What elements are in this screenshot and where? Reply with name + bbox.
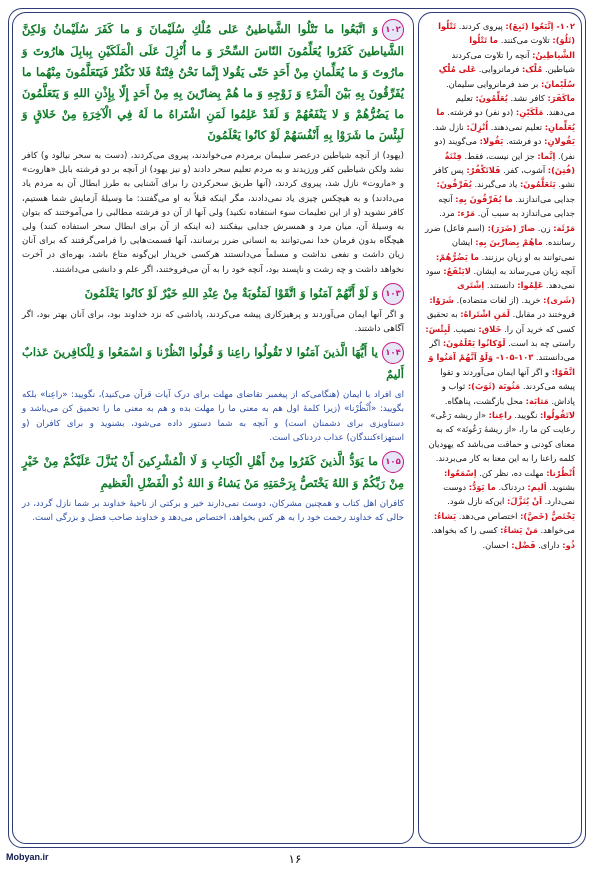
verse-translation: و اگر آنها ایمان می‌آوردند و پرهیزکاری پیشه می‌کردند، پاداشی که نزد خداوند بود، برای آنان بهتر بود، اگر آگاهی داشتند. [22, 309, 404, 335]
vocab-entry [450, 324, 501, 334]
vocab-gloss: آشوب، کفر. [503, 165, 548, 176]
vocabulary-sidebar [418, 12, 582, 844]
vocab-entry [447, 496, 542, 506]
vocab-gloss: نگویید. [514, 409, 541, 420]
vocab-entry [512, 410, 575, 420]
vocab-gloss: آنچه جدایی می‌اندازد به سبب آن. [438, 193, 575, 219]
vocab-entry [503, 136, 575, 146]
vocab-entry [472, 179, 556, 189]
vocab-term: مَلَکَیْنِ: [515, 107, 544, 118]
vocab-gloss: و اگر آنها ایمان می‌آوردند و تقوا پیشه می‌کردند. [440, 366, 575, 392]
vocab-gloss: نازل شد. [432, 121, 467, 132]
vocab-gloss: نصیب. [452, 323, 479, 334]
vocab-term: راعِنا: [488, 409, 512, 420]
verse-arabic [22, 451, 404, 494]
vocab-term: ذُو: [562, 539, 575, 550]
vocab-gloss: محل بازگشت، پناهگاه. [444, 395, 526, 406]
vocab-gloss: آنچه زیان می‌رساند به ایشان. [473, 265, 575, 276]
vocab-term: یَقُولانِ: [544, 136, 575, 147]
vocab-term: ما یُعَلِّمانِ: [436, 107, 575, 132]
vocab-entry [484, 280, 543, 290]
vocab-gloss: فروختند در مقابل. [512, 309, 575, 320]
verse-number-badge: ۱۰۵ [382, 451, 404, 473]
vocab-term: لَمَنِ اشْتَراهُ: [460, 309, 510, 320]
vocab-term: مُلْک: [521, 64, 543, 75]
vocab-term: عَلی مُلْکِ سُلَیْمانَ: [438, 64, 575, 89]
vocab-term: یُفَرِّقُونَ: [436, 179, 472, 190]
verse-number-badge: ۱۰۳ [382, 283, 404, 305]
vocab-entry [536, 540, 575, 550]
vocab-gloss: تلاوت می‌کنند. [500, 35, 553, 46]
vocab-entry [456, 21, 575, 31]
verse-arabic-text: يا أَيُّهَا الَّذينَ آمَنُوا لا تَقُولُوا راعِنا وَ قُولُوا انْظُرْنا وَ اسْمَعُوا وَ لِلْكافِرينَ عَذابٌ أَليمٌ [22, 345, 404, 382]
vocab-gloss: پیروی کردند. [458, 21, 506, 31]
vocab-gloss: احسان. [482, 539, 512, 550]
vocab-entry [476, 64, 542, 74]
vocab-term: لاتَقُولُوا: [540, 409, 575, 420]
vocab-term: اُنْظُرْنا: [546, 467, 575, 478]
verse-translation: ای افراد با ایمان (هنگامی‌که از پیغمبر تقاضای مهلت برای درک آیات قرآن می‌کنید)، نگویید: «راعِنا» بلکه بگویید: «اُنْظُرْنا» (زیرا کلمهٔ اول هم به معنی ما را مهلت بده و هم به معنی ما را تحمیق کن می‌باشد و دستاویزی برای دشمنان است) و آنچه به شما دستور داده می‌شود، بشنوید و برای کافران (و استهزاءکنندگان) عذاب دردناکی است. [22, 390, 404, 443]
vocab-term: خَلاق: [478, 323, 502, 334]
vocab-gloss: به تحقیق کسی که خرید آن را. [426, 309, 575, 334]
page-number: ۱۶ [288, 852, 302, 866]
vocab-entry [432, 122, 488, 132]
vocab-gloss: می‌گویند (دو نفر). [434, 136, 575, 161]
vocab-term: تَتْلُوا (تَلُوَ): [438, 21, 575, 46]
vocab-gloss: سود نمی‌دهد. [425, 265, 575, 291]
vocab-gloss: کافر نشد. [510, 93, 548, 104]
vocab-term: لایَنْفَعُ: [443, 265, 471, 276]
vocab-term: فَضْل: [511, 539, 536, 550]
vocab-gloss: مهلت ده، نظر کن. [479, 467, 547, 478]
verse-translation: کافران اهل کتاب و همچنین مشرکان، دوست نمی‌دارند خیر و برکتی از ناحیهٔ خداوند بر شما نازل گردد، در حالی که خداوند رحمت خود را به هر کس بخواهد، اختصاص می‌دهد و خداوند صاحب فضل و بزرگی است. [22, 499, 404, 524]
vocab-term: لَبِئْسَ: [425, 323, 451, 334]
vocab-term: فِتْنَةٌ (فُتِنَ): [444, 150, 575, 176]
vocab-gloss: این‌که نازل شود. [447, 496, 507, 507]
vocab-term: اِنَّما: [537, 150, 556, 161]
vocab-gloss: دردناک. [498, 482, 528, 492]
vocab-term: ما یَضُرُّهُمْ: [435, 251, 479, 262]
vocab-term: ۱۰۳-۱۰۵- وَلَوْ اَنَّهُمْ آمَنُوا وَ اتَّقَوْا: [428, 352, 575, 377]
vocab-term: اَلیم: [527, 482, 547, 492]
vocab-gloss: مرد. [439, 208, 458, 219]
verse-arabic [22, 342, 404, 385]
verse-translation: (یهود) از آنچه شیاطین درعصر سلیمان برمردم می‌خواندند، پیروی می‌کردند، (دست به سحر نیالود و) کافر نشد ولکن شیاطین کفر ورزیدند و به مردم تعلیم سحر دادند (و نیز یهود) از آنچه بر دو فرشته بابل «هاروت» و «ماروت» نازل شد، پیروی کردند، (آنها طریق سحرکردن را برای آشنایی به طرز ابطال آن به مردم یاد می‌دادند) و به هیچکس چیزی یاد نمی‌دادند، مگر اینکه قبلاً به او می‌گفتند: ما وسیلهٔ آزمایش شما هستیم، کافر نشوید (و از این تعلیمات سوء استفاده نکنید) ولی آنها از آن دو فرشته مطالبی را می‌آموختند که بتوان به وسیلهٔ آن، میان مرد و همسرش جدایی بیفکنند (نه اینکه از آن برای ابطال سحر استفاده کنند) ولی هیچگاه بدون فرمان خدا نمی‌توانند به انسانی ضرر برسانند، آنها قسمت‌هایی را فرامی‌گرفتند که برای آنان زیان داشت و نفعی نداشت و مسلماً می‌دانستند هرکسی خریدار این‌گونه متاع باشد، بهره‌ای در آخرت نخواهد داشت و چه زشت و ناپسند بود، آنچه خود را به آن می‌فروختند، اگر علم و دانشی می‌داشتند. [22, 151, 404, 275]
vocab-term: مَنْ یَشاءُ: [500, 525, 538, 536]
vocab-entry [496, 482, 547, 492]
vocab-gloss: زن. [537, 222, 554, 233]
vocab-entry [508, 93, 575, 103]
vocab-term: یَقُولا: [479, 136, 504, 147]
vocab-gloss: پس کافر نشو. [433, 165, 575, 190]
vocab-gloss: ثواب و پاداش. [441, 381, 575, 406]
verse-arabic [22, 283, 404, 305]
vocab-term: ماهُمْ بِضارِّینَ بِهِ: [475, 237, 543, 248]
vocab-term: اُنْزِلَ: [466, 121, 489, 132]
vocab-gloss: تعلیم نمی‌دهند. [490, 121, 545, 132]
vocab-term: ماکَفَرَ: [547, 93, 575, 104]
verse-number-badge: ۱۰۲ [382, 19, 404, 41]
vocab-term: عَلِمُوا: [517, 280, 544, 291]
vocab-gloss: جدایی می‌اندازند. [515, 193, 575, 204]
vocab-entry [445, 396, 549, 406]
vocab-entry [445, 107, 544, 117]
verse-arabic-text: وَ اتَّبَعُوا ما تَتْلُوا الشَّياطينُ عَلى مُلْكِ سُلَيْمانَ وَ ما كَفَرَ سُلَيْمانُ وَلكِنَّ الشَّياطينَ كَفَرُوا يُعَلِّمُونَ النّاسَ السِّحْرَ وَ ما أُنْزِلَ عَلَى الْمَلَكَيْنِ بِبابِلَ هارُوتَ وَ مارُوتَ وَ ما يُعَلِّمانِ مِنْ أَحَدٍ حَتّى يَقُولا إِنَّما نَحْنُ فِتْنَةٌ فَلا تَكْفُرْ فَيَتَعَلَّمُونَ مِنْهُما ما يُفَرِّقُونَ بِهِ بَيْنَ الْمَرْءِ وَ زَوْجِهِ وَ ما هُمْ بِضارّينَ بِهِ مِنْ أَحَدٍ إِلّا بِإِذْنِ اللهِ وَ يَتَعَلَّمُونَ ما يَضُرُّهُمْ وَ لا يَنْفَعُهُمْ وَ لَقَدْ عَلِمُوا لَمَنِ اشْتَراهُ ما لَهُ فِي الْآخِرَةِ مِنْ خَلاقٍ وَ لَبِئْسَ ما شَرَوْا بِهِ أَنْفُسَهُمْ لَوْ كانُوا يَعْلَمُونَ [22, 22, 404, 142]
vocab-gloss: تعلیم می‌دهند. [455, 93, 575, 118]
vocab-entry [477, 468, 575, 478]
vocab-gloss: (دو نفر) دو فرشته. [447, 107, 516, 118]
vocab-term: اَنْ یُنَزَّلَ: [506, 496, 542, 507]
vocab-gloss: دارای. [538, 539, 563, 550]
vocab-term: فَلاتَکْفُرْ: [466, 165, 501, 176]
verse-arabic-text: ما يَوَدُّ الَّذينَ كَفَرُوا مِنْ أَهْلِ الْكِتابِ وَ لَا الْمُشْرِكينَ أَنْ يُنَزَّلَ عَلَيْكُمْ مِنْ خَيْرٍ مِنْ رَبِّكُمْ وَ اللهُ يَخْتَصُّ بِرَحْمَتِهِ مَنْ يَشاءُ وَ اللهُ ذُو الْفَضْلِ الْعَظيمِ [22, 454, 404, 491]
vocab-gloss: بشنوید. [549, 482, 575, 492]
vocab-entry [456, 511, 575, 521]
vocab-entry [439, 208, 475, 218]
verse-number-badge: ۱۰۴ [382, 342, 404, 364]
vocab-term: تَتْلُوا الشَّیاطِینُ: [469, 35, 575, 60]
vocab-term: اِشْتَری (شَری): [457, 280, 575, 305]
vocab-gloss: دوست نمی‌دارد. [443, 482, 575, 507]
vocab-term: مَرْء: [457, 208, 476, 219]
vocab-term: ما یَوَدُّ: [468, 482, 496, 492]
vocab-entry [487, 35, 498, 45]
vocab-gloss: بر ضد فرمانروایی سلیمان. [445, 78, 541, 89]
vocab-term: شَرَوْا: [429, 294, 454, 305]
vocab-gloss: یاد می‌گیرند. [474, 179, 520, 190]
vocab-term: یَخْتَصُّ (خَصَّ): [520, 510, 575, 521]
vocab-gloss: دانستند. [486, 280, 518, 291]
verse-arabic-text: وَ لَوْ أَنَّهُمْ آمَنُوا وَ اتَّقَوْا لَمَثُوبَةٌ مِنْ عِنْدِ اللهِ خَيْرٌ لَوْ كانُوا يَعْلَمُونَ [84, 285, 378, 300]
vocab-gloss: «از ریشه رَعْی» رعایت کن ما را، «از ریشهٔ رَعُونَة» که به معنای کودنی و حماقت می‌باشد که یهودیان کلمه راعنا را به این معنا به کار می‌بردند. [428, 409, 575, 464]
vocab-gloss: کسی را که بخواهد. [431, 525, 501, 536]
vocab-gloss: دو فرشته. [506, 136, 545, 147]
vocab-term: مَثابَة: [525, 395, 549, 406]
main-text-column [12, 12, 414, 844]
vocabulary-list [425, 19, 575, 552]
vocab-term: ۱۰۲- اِتَّبَعُوا (تَبِعَ): [505, 21, 575, 31]
vocab-gloss: می‌خواهد. [540, 525, 575, 536]
vocab-gloss: جز این نیست، فقط. [464, 150, 538, 161]
vocab-gloss: آنچه را تلاوت می‌کردند شیاطین. [451, 49, 575, 75]
vocab-term: ما [489, 35, 499, 46]
vocab-gloss: خرید. (از لغات متضاده). [456, 294, 544, 305]
verses-container [22, 19, 404, 525]
vocab-gloss: اختصاص می‌دهد. [458, 510, 521, 521]
vocab-term: مَرْئَة: [553, 222, 575, 233]
vocab-entry [482, 540, 535, 550]
vocab-term: لَوْکانُوا یَعْلَمُونَ: [442, 337, 506, 348]
vocab-gloss: اگر می‌دانستند. [429, 337, 575, 363]
vocab-gloss: راستی چه بد است. [508, 337, 575, 348]
vocab-term: مَثُوبَة (ثَوَبَ): [467, 381, 521, 392]
verse-arabic [22, 19, 404, 146]
vocab-entry [462, 151, 556, 161]
vocab-term: یُعَلِّمُونَ: [475, 93, 508, 104]
vocab-term: یَشاءُ: [433, 510, 457, 521]
vocab-gloss: فرمانروایی. [478, 64, 522, 75]
vocab-gloss: (اسم فاعل) ضرر رساننده. [425, 222, 575, 248]
vocab-term: یَتَعَلَّمُونَ: [519, 179, 556, 190]
vocab-term: ما یُفَرِّقُونَ بِهِ: [455, 193, 513, 204]
vocab-term: ضارّ (ضَرَرَ): [487, 222, 536, 233]
vocab-entry [535, 223, 575, 233]
site-watermark: Mobyan.ir [6, 852, 49, 862]
vocab-entry [431, 525, 538, 535]
vocab-term: اِسْمَعُوا: [443, 467, 477, 478]
vocab-gloss: ایشان نمی‌توانند به او زیان برزنند. [451, 237, 575, 262]
